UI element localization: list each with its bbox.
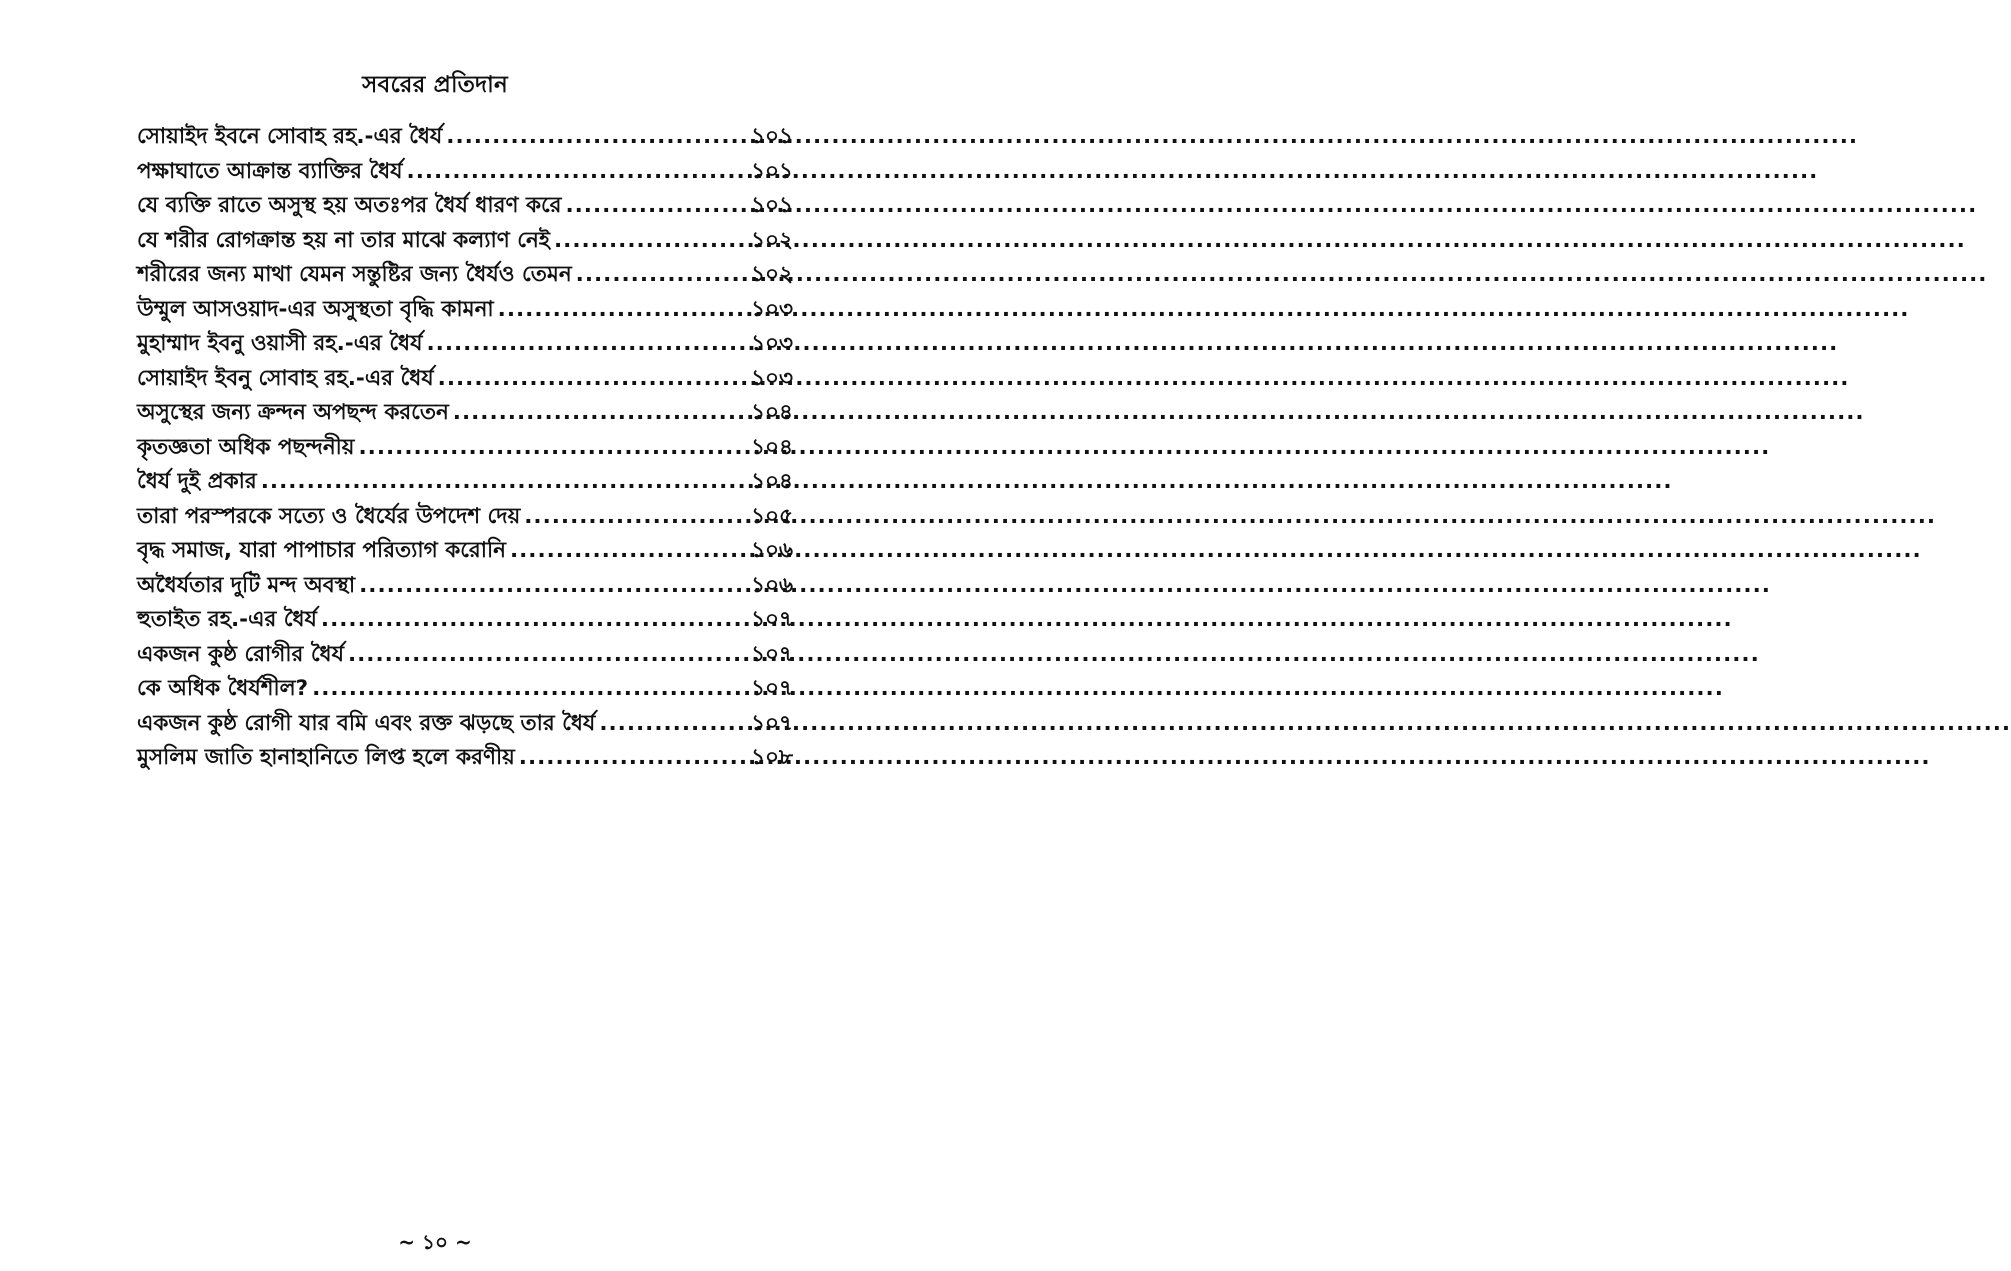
dot-leader <box>576 262 747 287</box>
dot-leader <box>359 573 747 598</box>
toc-entry-label: সোয়াইদ ইবনে সোবাহ রহ.-এর ধৈর্য <box>137 124 443 149</box>
page-title: সবরের প্রতিদান <box>362 72 508 98</box>
dot-leader <box>453 400 747 425</box>
toc-entry-label: উম্মুল আসওয়াদ-এর অসুস্থতা বৃদ্ধি কামনা <box>137 296 494 322</box>
dot-leader <box>498 297 747 322</box>
dot-leader <box>312 676 747 701</box>
toc-entry-page: ১০৭ <box>751 710 793 736</box>
toc-entry <box>137 569 793 604</box>
toc-entry <box>137 638 793 673</box>
toc-entry-label: একজন কুষ্ঠ রোগী যার বমি এবং রক্ত ঝড়ছে তার ধৈর্য <box>137 710 596 736</box>
toc-entry-label: কে অধিক ধৈর্যশীল? <box>137 676 309 701</box>
toc-entry-label: সোয়াইদ ইবনু সোবাহ রহ.-এর ধৈর্য <box>137 365 434 391</box>
toc-entry-label: অধৈর্যতার দুটি মন্দ অবস্থা <box>137 572 356 598</box>
dot-leader <box>446 124 747 149</box>
toc-entry-page: ১০৬ <box>751 538 793 563</box>
toc-entry <box>137 672 793 707</box>
page-number: ~ ১০ ~ <box>398 1230 472 1254</box>
dot-leader <box>599 711 747 736</box>
toc-entry-page: ১০২ <box>751 227 793 253</box>
toc-entry-page: ১০৮ <box>751 745 793 770</box>
toc-entry <box>137 707 793 742</box>
toc-entry-page: ১০৭ <box>751 676 793 701</box>
toc-entry <box>137 258 793 293</box>
dot-leader <box>554 228 747 253</box>
toc-entry-page: ১০১ <box>751 193 793 218</box>
toc-entry <box>137 396 793 431</box>
toc-entry <box>137 327 793 362</box>
toc-entry-label: শরীরের জন্য মাথা যেমন সন্তুষ্টির জন্য ধৈর্যও তেমন <box>137 262 572 287</box>
toc-entry <box>137 224 793 259</box>
dot-leader <box>519 745 747 770</box>
toc-entry <box>137 603 793 638</box>
toc-entry <box>137 465 793 500</box>
toc-entry-page: ১০৫ <box>751 503 793 529</box>
toc-entry-label: বৃদ্ধ সমাজ, যারা পাপাচার পরিত্যাগ করোনি <box>137 538 506 563</box>
toc-entry-label: যে শরীর রোগক্রান্ত হয় না তার মাঝে কল্যাণ নেই <box>137 227 550 253</box>
toc-entry-label: মুহাম্মাদ ইবনু ওয়াসী রহ.-এর ধৈর্য <box>137 331 423 356</box>
dot-leader <box>407 159 748 184</box>
toc-entry-label: হুতাইত রহ.-এর ধৈর্য <box>137 607 317 632</box>
toc-entry-page: ১০২ <box>751 262 793 287</box>
dot-leader <box>348 642 747 667</box>
toc-entry <box>137 431 793 466</box>
toc-entry <box>137 120 793 155</box>
toc-entry-page: ১০১ <box>751 124 793 149</box>
table-of-contents <box>137 120 793 776</box>
toc-entry-page: ১০৩ <box>751 331 793 356</box>
toc-entry-label: তারা পরস্পরকে সত্যে ও ধৈর্যের উপদেশ দেয় <box>137 503 521 529</box>
toc-entry-label: যে ব্যক্তি রাতে অসুস্থ হয় অতঃপর ধৈর্য ধারণ করে <box>137 193 562 218</box>
toc-entry <box>137 500 793 535</box>
toc-entry-page: ১০৬ <box>751 572 793 598</box>
toc-entry-label: কৃতজ্ঞতা অধিক পছন্দনীয় <box>137 434 355 460</box>
toc-entry-page: ১০৪ <box>751 434 793 460</box>
toc-entry-label: অসুস্থের জন্য ক্রন্দন অপছন্দ করতেন <box>137 400 449 425</box>
toc-entry-page: ১০৪ <box>751 400 793 425</box>
toc-entry-page: ১০৪ <box>751 469 793 494</box>
dot-leader <box>510 538 747 563</box>
dot-leader <box>427 331 748 356</box>
toc-entry-page: ১০৭ <box>751 607 793 632</box>
toc-entry-page: ১০৩ <box>751 296 793 322</box>
toc-entry <box>137 362 793 397</box>
toc-entry <box>137 189 793 224</box>
toc-entry <box>137 741 793 776</box>
toc-entry <box>137 155 793 190</box>
dot-leader <box>524 504 747 529</box>
toc-entry-label: একজন কুষ্ঠ রোগীর ধৈর্য <box>137 641 344 667</box>
dot-leader <box>321 607 747 632</box>
toc-entry <box>137 534 793 569</box>
toc-entry-label: ধৈর্য দুই প্রকার <box>137 469 257 494</box>
toc-entry-label: পক্ষাঘাতে আক্রান্ত ব্যাক্তির ধৈর্য <box>137 158 403 184</box>
toc-entry-page: ১০৭ <box>751 641 793 667</box>
dot-leader <box>261 469 747 494</box>
dot-leader <box>358 435 747 460</box>
toc-entry-page: ১০৩ <box>751 365 793 391</box>
toc-entry-page: ১০১ <box>751 158 793 184</box>
dot-leader <box>438 366 747 391</box>
toc-entry-label: মুসলিম জাতি হানাহানিতে লিপ্ত হলে করণীয় <box>137 745 515 770</box>
dot-leader <box>565 193 747 218</box>
toc-entry <box>137 293 793 328</box>
